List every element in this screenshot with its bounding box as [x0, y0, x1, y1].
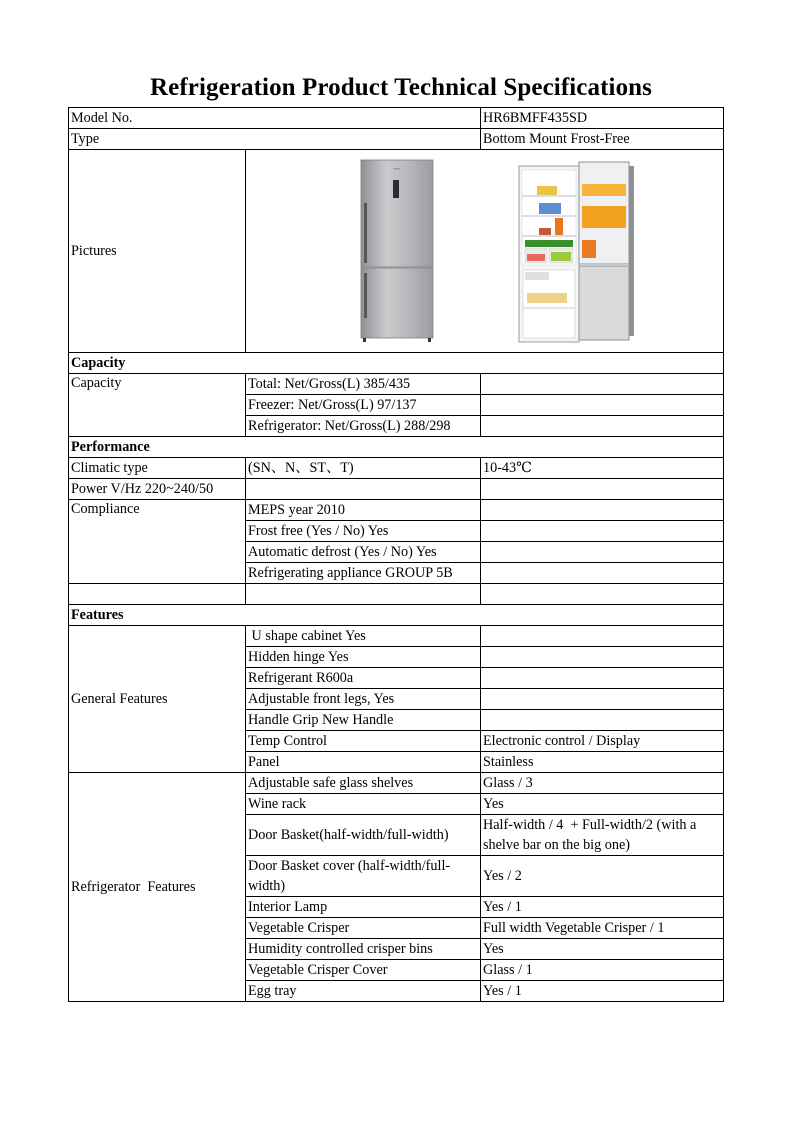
spec-name: Vegetable Crisper Cover: [246, 960, 481, 981]
spec-row: [69, 500, 724, 521]
section-features-label: Features: [69, 605, 724, 626]
spec-table: [68, 107, 724, 1002]
spec-name: Wine rack: [246, 794, 481, 815]
spec-name: U shape cabinet Yes: [246, 626, 481, 647]
spec-value: Glass / 3: [481, 773, 724, 794]
general-features-label: General Features: [69, 626, 246, 773]
spec-value: [481, 395, 724, 416]
spec-name: Temp Control: [246, 731, 481, 752]
spec-name: Refrigerant R600a: [246, 668, 481, 689]
spec-name: Door Basket(half-width/full-width): [246, 815, 481, 856]
spec-name: Interior Lamp: [246, 897, 481, 918]
model-value: HR6BMFF435SD: [481, 108, 724, 129]
model-label: Model No.: [69, 108, 481, 129]
spec-name: Egg tray: [246, 981, 481, 1002]
pictures-cell: [246, 150, 724, 353]
spec-value: [481, 710, 724, 731]
spec-name: Vegetable Crisper: [246, 918, 481, 939]
empty-cell: [69, 584, 246, 605]
spec-name: MEPS year 2010: [246, 500, 481, 521]
spec-value: Half-width / 4 + Full-width/2 (with a shelve bar on the big one): [481, 815, 724, 856]
spec-name: Refrigerating appliance GROUP 5B: [246, 563, 481, 584]
empty-cell: [481, 584, 724, 605]
spec-value: Stainless: [481, 752, 724, 773]
refrigerator-features-label: Refrigerator Features: [69, 773, 246, 1002]
spec-value: Yes / 1: [481, 981, 724, 1002]
type-value: Bottom Mount Frost-Free: [481, 129, 724, 150]
spec-value: Yes / 2: [481, 856, 724, 897]
spec-value: [481, 374, 724, 395]
spec-name: Hidden hinge Yes: [246, 647, 481, 668]
row-pictures: [69, 150, 724, 353]
document-title: Refrigeration Product Technical Specifications: [149, 74, 652, 101]
spec-row: [69, 773, 724, 794]
compliance-label: Compliance: [69, 500, 246, 584]
spec-value: [481, 521, 724, 542]
refrigerator-closed-image: [359, 158, 435, 343]
spec-name: Panel: [246, 752, 481, 773]
climatic-label: Climatic type: [69, 458, 246, 479]
section-features: [69, 605, 724, 626]
refrigerator-open-image: [517, 158, 639, 344]
spec-value: [481, 647, 724, 668]
spec-value: Full width Vegetable Crisper / 1: [481, 918, 724, 939]
spec-name: Automatic defrost (Yes / No) Yes: [246, 542, 481, 563]
spec-value: Yes: [481, 794, 724, 815]
spec-value: [481, 626, 724, 647]
section-performance: [69, 437, 724, 458]
spec-value: Yes: [481, 939, 724, 960]
spec-value: Glass / 1: [481, 960, 724, 981]
spec-name: Frost free (Yes / No) Yes: [246, 521, 481, 542]
spec-value: [481, 416, 724, 437]
section-capacity: [69, 353, 724, 374]
spec-value: Yes / 1: [481, 897, 724, 918]
section-performance-label: Performance: [69, 437, 724, 458]
empty-cell: [246, 584, 481, 605]
spec-value: [481, 668, 724, 689]
row-type: [69, 129, 724, 150]
spec-value: [481, 500, 724, 521]
spec-value: [481, 542, 724, 563]
spec-row: [69, 479, 724, 500]
power-label: Power V/Hz 220~240/50: [69, 479, 246, 500]
empty-row: [69, 584, 724, 605]
spec-name: Adjustable safe glass shelves: [246, 773, 481, 794]
spec-name: Door Basket cover (half-width/full-width): [246, 856, 481, 897]
spec-name: Refrigerator: Net/Gross(L) 288/298: [246, 416, 481, 437]
spec-row: [69, 374, 724, 395]
row-model: [69, 108, 724, 129]
spec-value: [481, 563, 724, 584]
spec-value: 10-43℃: [481, 458, 724, 479]
spec-name: Adjustable front legs, Yes: [246, 689, 481, 710]
spec-value: [481, 479, 724, 500]
spec-name: Handle Grip New Handle: [246, 710, 481, 731]
type-label: Type: [69, 129, 481, 150]
spec-name: Humidity controlled crisper bins: [246, 939, 481, 960]
capacity-label: Capacity: [69, 374, 246, 437]
spec-name: (SN、N、ST、T): [246, 458, 481, 479]
spec-name: Freezer: Net/Gross(L) 97/137: [246, 395, 481, 416]
spec-name: Total: Net/Gross(L) 385/435: [246, 374, 481, 395]
spec-name: [246, 479, 481, 500]
spec-value: [481, 689, 724, 710]
spec-row: [69, 626, 724, 647]
spec-row: [69, 458, 724, 479]
section-capacity-label: Capacity: [69, 353, 724, 374]
spec-value: Electronic control / Display: [481, 731, 724, 752]
pictures-label: Pictures: [69, 150, 246, 353]
